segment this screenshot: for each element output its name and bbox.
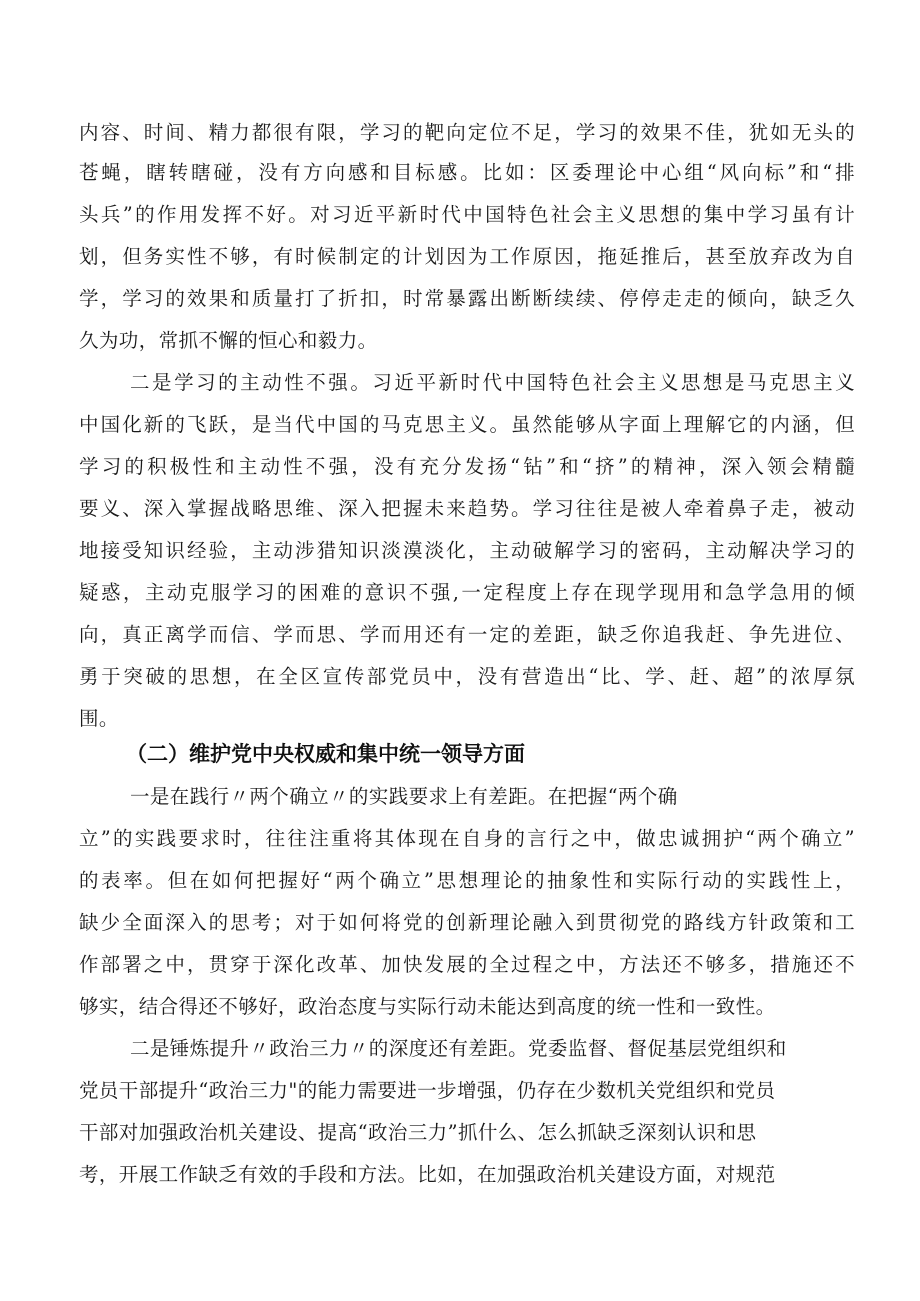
paragraph-3-line-4: 缺少全面深入的思考；对于如何将党的创新理论融入到贯彻党的路线方针政策和工 xyxy=(79,911,855,934)
section-heading: （二）维护党中央权威和集中统一领导方面 xyxy=(126,742,525,766)
paragraph-3-line-3: 的表率。但在如何把握好“两个确立”思想理论的抽象性和实际行动的实践性上， xyxy=(79,869,855,892)
paragraph-4-line-1: 二是锤炼提升〃政治三力〃的深度还有差距。党委监督、督促基层党组织和 xyxy=(130,1037,787,1060)
paragraph-3-line-5: 作部署之中，贯穿于深化改革、加快发展的全过程之中，方法还不够多，措施还不 xyxy=(79,953,855,976)
paragraph-4-line-2: 党员干部提升“政治三力"的能力需要进一步增强，仍存在少数机关党组织和党员 xyxy=(79,1079,776,1102)
paragraph-2-line-6: 疑惑，主动克服学习的困难的意识不强,一定程度上存在现学现用和急学急用的倾 xyxy=(79,581,855,604)
paragraph-4-line-3: 干部对加强政治机关建设、提高“政治三力”抓什么、怎么抓缺乏深刻认识和思 xyxy=(79,1121,757,1144)
paragraph-1-line-1: 内容、时间、精力都很有限，学习的靶向定位不足，学习的效果不佳，犹如无头的 xyxy=(79,121,855,144)
paragraph-2-line-3: 学习的积极性和主动性不强，没有充分发扬“钻”和“挤”的精神，深入领会精髓 xyxy=(79,455,855,478)
paragraph-1-line-2: 苍蝇，瞎转瞎碰，没有方向感和目标感。比如：区委理论中心组“风向标”和“排 xyxy=(79,161,855,184)
paragraph-2-line-2: 中国化新的飞跃，是当代中国的马克思主义。虽然能够从字面上理解它的内涵，但 xyxy=(79,413,855,436)
paragraph-2-line-8: 勇于突破的思想，在全区宣传部党员中，没有营造出“比、学、赶、超”的浓厚氛 xyxy=(79,665,855,688)
paragraph-3-line-1: 一是在践行〃两个确立〃的实践要求上有差距。在把握“两个确 xyxy=(130,785,678,808)
paragraph-1-line-6: 久为功，常抓不懈的恒心和毅力。 xyxy=(79,329,378,352)
paragraph-3-line-6: 够实，结合得还不够好，政治态度与实际行动未能达到高度的统一性和一致性。 xyxy=(79,995,776,1018)
paragraph-4-line-4: 考，开展工作缺乏有效的手段和方法。比如，在加强政治机关建设方面，对规范 xyxy=(79,1163,776,1186)
paragraph-1-line-3: 头兵”的作用发挥不好。对习近平新时代中国特色社会主义思想的集中学习虽有计 xyxy=(79,203,855,226)
paragraph-2-line-1: 二是学习的主动性不强。习近平新时代中国特色社会主义思想是马克思主义 xyxy=(130,371,855,394)
paragraph-2-line-9: 围。 xyxy=(79,707,119,730)
paragraph-2-line-7: 向，真正离学而信、学而思、学而用还有一定的差距，缺乏你追我赶、争先进位、 xyxy=(79,623,855,646)
paragraph-2-line-4: 要义、深入掌握战略思维、深入把握未来趋势。学习往往是被人牵着鼻子走，被动 xyxy=(79,497,855,520)
paragraph-3-line-2: 立”的实践要求时，往往注重将其体现在自身的言行之中，做忠诚拥护“两个确立” xyxy=(79,827,855,850)
paragraph-1-line-4: 划，但务实性不够，有时候制定的计划因为工作原因，拖延推后，甚至放弃改为自 xyxy=(79,245,855,268)
paragraph-1-line-5: 学，学习的效果和质量打了折扣，时常暴露出断断续续、停停走走的倾向，缺乏久 xyxy=(79,287,855,310)
paragraph-2-line-5: 地接受知识经验，主动涉猎知识淡漠淡化，主动破解学习的密码，主动解决学习的 xyxy=(79,539,855,562)
